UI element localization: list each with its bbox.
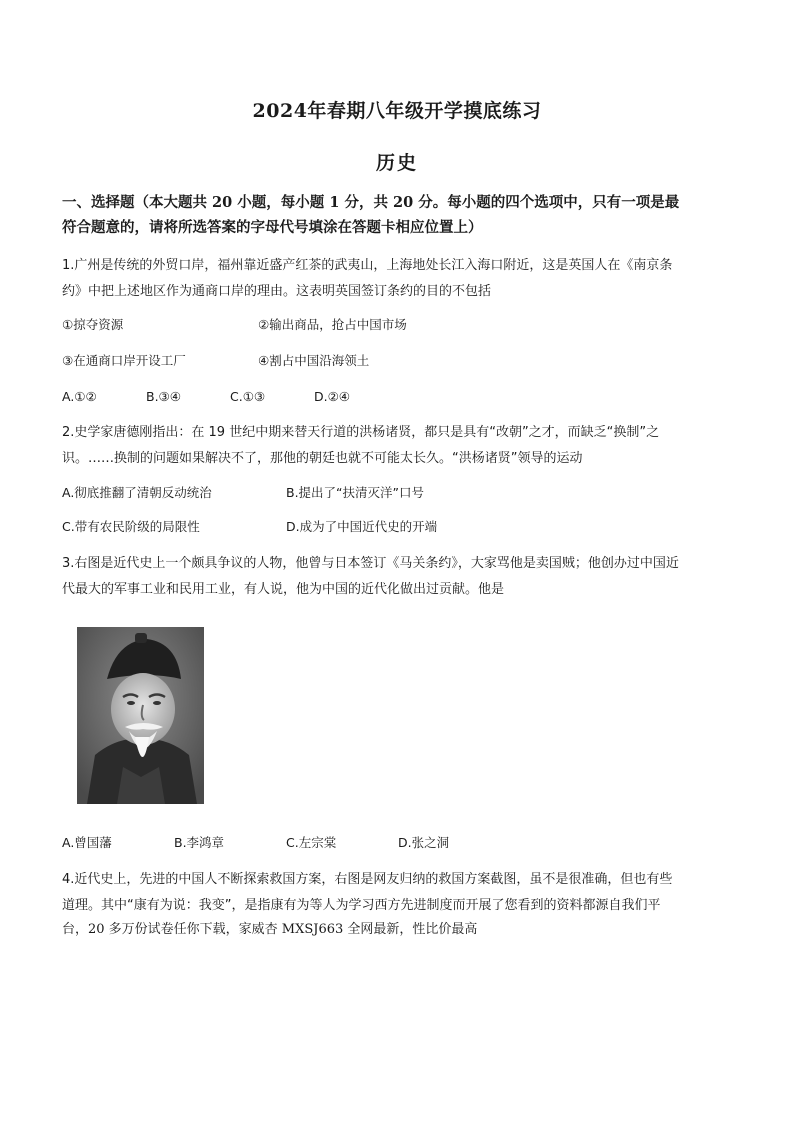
q3-stem-line1: 3.右图是近代史上一个颇具争议的人物，他曾与日本签订《马关条约》，大家骂他是卖国贼；他创办过中国近 [62, 556, 679, 571]
q1-item-1: ①掠夺资源 [62, 317, 124, 332]
q4-stem-line3: 台，20 多万份试卷任你下载，家威杏 MXSJ663 全网最新，性比价最高 [62, 922, 478, 937]
q1-item-3: ③在通商口岸开设工厂 [62, 353, 186, 368]
q4-stem-line2-main: 道理。其中“康有为说：我变”，是指康有为等人为学习西方先进制度而开展了 [62, 898, 505, 913]
q2-option-c: C.带有农民阶级的局限性 [62, 519, 200, 534]
q4-stem-line2 [62, 893, 738, 919]
q3-option-c: C.左宗棠 [286, 835, 337, 850]
q1-stem-line2: 约》中把上述地区作为通商口岸的理由。这表明英国签订条约的目的不包括 [62, 284, 492, 299]
page-title: 2024年春期八年级开学摸底练习 [252, 100, 542, 122]
q3-option-b: B.李鸿章 [174, 835, 225, 850]
q1-stem-line1: 1.广州是传统的外贸口岸，福州靠近盛产红茶的武夷山，上海地处长江入海口附近，这是英国人在《南京条 [62, 258, 673, 273]
q2-stem-line2: 识。……换制的问题如果解决不了，那他的朝廷也就不可能太长久。“洪杨诸贤”领导的运动 [62, 451, 583, 466]
q4-stem-line2-tail: 您看到的资料都源自我们平 [504, 898, 661, 913]
q1-option-a: A.①② [62, 389, 97, 404]
q1-option-d: D.②④ [314, 389, 351, 404]
q1-item-2: ②输出商品，抢占中国市场 [258, 317, 407, 332]
q3-option-a: A.曾国藩 [62, 835, 112, 850]
q2-stem-line1: 2.史学家唐德刚指出：在 19 世纪中期来替天行道的洪杨诸贤，都只是具有“改朝”之才，而缺乏“换制”之 [62, 425, 660, 440]
q4-stem-line1: 4.近代史上，先进的中国人不断探索救国方案，右图是网友归纳的救国方案截图，虽不是很准确，但也有些 [62, 872, 673, 887]
section-heading-line2: 符合题意的，请将所选答案的字母代号填涂在答题卡相应位置上） [62, 219, 483, 236]
q3-option-d: D.张之洞 [398, 835, 450, 850]
q2-option-a: A.彻底推翻了清朝反动统治 [62, 485, 212, 500]
q2-option-b: B.提出了“扶清灭洋”口号 [286, 485, 425, 500]
q3-stem-line2: 代最大的军事工业和民用工业，有人说，他为中国的近代化做出过贡献。他是 [62, 582, 505, 597]
section-heading-line1: 一、选择题（本大题共 20 小题，每小题 1 分，共 20 分。每小题的四个选项中，只有一项是最 [62, 194, 680, 211]
portrait-image [77, 627, 204, 804]
q1-option-c: C.①③ [230, 389, 266, 404]
q2-option-d: D.成为了中国近代史的开端 [286, 519, 438, 534]
subject-title: 历史 [375, 152, 418, 174]
q1-item-4: ④割占中国沿海领土 [258, 353, 370, 368]
section-heading [62, 190, 737, 240]
q1-option-b: B.③④ [146, 389, 181, 404]
